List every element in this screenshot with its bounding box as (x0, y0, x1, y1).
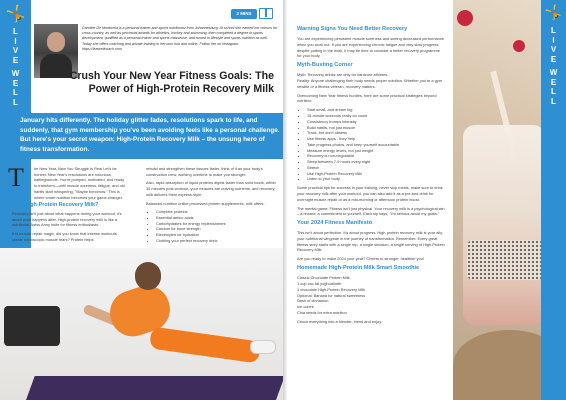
paragraph: This isn't about perfection. It's about progress. High-protein recovery milk is your ally, your nutritional wingman in the journey of transformation. Remember: Every great fitness story starts with a single rep, a single decision, a single serving of High-Protein Recovery Milk. (297, 230, 445, 253)
paragraph: Also, rapid absorption of liquid proteins digest faster than solid foods, within 30 minutes post-workout, your muscles are craving nutrients, and recovery milk delivers them express-style. (146, 180, 276, 197)
brand-letter: E (12, 78, 19, 88)
yoga-mat (25, 376, 284, 400)
article-column-1 (12, 166, 125, 245)
brand-letter: L (551, 87, 556, 96)
dumbbell-rack (4, 306, 60, 346)
brand-letter: I (14, 36, 17, 46)
section-heading: Why High-Protein Recovery Milk? (12, 202, 99, 209)
brand-letters-left (0, 27, 31, 107)
article-title: Crush Your New Year Fitness Goals: The Power of High-Protein Recovery Milk (69, 70, 274, 95)
list-item: • Essential amino acids (156, 215, 278, 221)
stretching-woman-photo (0, 248, 285, 400)
recipe-line: 1 chocolate High-Protein Recovery Milk (297, 286, 366, 292)
book-icon (259, 8, 273, 19)
list-item: • Stretch (307, 165, 445, 171)
right-page (287, 0, 566, 400)
paragraph: The mental game: Fitness isn't just physical. Your recovery milk is a psychological win – a reward, a commitment to yourself. Each sip says, "I'm serious about my goals." (297, 205, 445, 217)
paragraph: Myth: Recovery drinks are only for hardcore athletes. Reality: Anyone challenging their body needs proper nutrition. Whether you're a gym newbie or a fitness veteran, recovery matters. (297, 72, 442, 89)
brand-letter: W (11, 69, 20, 78)
stick-figure-icon: 🤸 (544, 4, 563, 20)
paragraph: Chuck everything into a blender, blend and enjoy. (297, 318, 382, 324)
recipe-line: Ice cubes (297, 304, 314, 310)
paragraph: Overcoming New Year fitness hurdles, here are some practical strategies beyond nutrition: (297, 92, 437, 104)
brand-letter: V (12, 46, 19, 55)
drop-cap: T (8, 163, 24, 192)
recipe-list (297, 275, 445, 315)
list-item: • Consistency trumps intensity (307, 119, 445, 125)
brand-letter: L (13, 27, 18, 36)
paragraph: Are you ready to make 2024 your year? Cheers to stronger, healthier you! (297, 256, 424, 262)
list-item: • Recovery is non-negotiable (307, 153, 445, 159)
list-item: • Take progress photos, and keep yourself accountable (307, 142, 445, 148)
brand-letter: L (551, 96, 556, 106)
paragraph: Some practical tips for success in your training, never skip meals, make sure to drink your recovery milk after your workout, you can also add it as a pre-bed drink for overnight muscle repair or as a mid-morning or afternoon protein boost. (297, 185, 443, 202)
brand-letter: W (549, 68, 558, 77)
list-item: • Track, but don't obsess (307, 130, 445, 136)
brand-letter: L (13, 88, 18, 97)
section-heading: Myth-Busting Corner (297, 62, 353, 69)
article-column-2 (146, 166, 278, 243)
recipe-line: Classic Chocolate Protein Milk (297, 275, 350, 281)
list-item: • Clothing your perfect recovery drink (156, 238, 278, 244)
recipe-line: Optional: Banana for natural sweetness (297, 292, 366, 298)
list-item: • Electrolytes for hydration (156, 232, 278, 238)
intro-text: January hits differently. The holiday glitter fades, resolutions spark to life, and suddenly, that gym membership you've been avoiding feels like a personal challenge. But here's your secret weapon: High-Protein Recovery Milk – the unsung hero of fitness transformation. (20, 117, 280, 153)
brand-letter: I (552, 35, 555, 45)
brand-letter: V (550, 45, 557, 54)
right-text-column (297, 26, 445, 328)
strategy-list (297, 107, 445, 182)
read-time-badge: 2 MINS (231, 9, 257, 19)
brand-letter: L (13, 97, 18, 107)
list-item: • Use High-Protein Recovery Milk (307, 171, 445, 177)
paragraph: You are experiencing persistent muscle soreness and seeing decreased performance when you work out. If you are experiencing chronic fatigue and very slow progress despite putting in the work, it may be time to consider a better recovery programme for your body. (297, 36, 444, 59)
list-item: • Use fitness apps - they help (307, 136, 445, 142)
list-item: • Complete proteins (156, 209, 278, 215)
brand-letter: E (550, 77, 557, 87)
brand-letter: L (551, 26, 556, 35)
list-item: • Measure energy levels, not just weight (307, 148, 445, 154)
list-item: • Carbohydrates for energy replenishment (156, 221, 278, 227)
paragraph: It is muscle repair magic, did you know that intense workouts create microscopic muscle tears? Protein helps (12, 231, 117, 242)
brand-letter: E (550, 54, 557, 64)
list-item: • Listen to your body (307, 176, 445, 182)
stick-figure-icon: 🤸 (5, 6, 26, 23)
brand-letter: E (12, 55, 19, 65)
list-item: • 15-minute workouts really do count (307, 113, 445, 119)
recipe-line: 1 cup low-fat yoghurt/kefir (297, 281, 342, 287)
paragraph: rebuild and strengthen these tissues faster, think of it as your body's construction crew, working overtime to make you stronger. (146, 166, 263, 177)
section-heading: Warning Signs You Need Better Recovery (297, 26, 408, 32)
list-item: • Calcium for bone strength (156, 226, 278, 232)
section-heading: Homemade High-Protein Milk Smart Smoothie (297, 265, 420, 272)
list-item: • Start small, and dream big (307, 107, 445, 113)
paragraph: Balanced nutrition unlike processed protein supplements, milk offers: (146, 200, 265, 206)
brand-letters-right (541, 26, 566, 106)
brand-strip-right (541, 0, 566, 400)
nutrient-list (146, 209, 278, 243)
paragraph: Recovery isn't just about what happens during your workout, it's about what happens after. High-protein recovery milk is like a nutritional Swiss Army knife for fitness enthusiasts. (12, 210, 122, 228)
smoothie-glass (463, 125, 545, 325)
chia-layer (467, 240, 543, 280)
section-heading: Your 2024 Fitness Manifesto (297, 220, 373, 227)
paragraph: he New Year, New You Struggle Is Real Let's be honest: New Year's resolutions are notorious battlegrounds. You're pumped, motivated, and ready to transform—until muscle soreness, fatigue, and old habits start whispering, "Maybe tomorrow." This is where smart nutrition becomes your game-changer. (34, 166, 125, 200)
recipe-line: Chia seeds for extra nutrition (297, 309, 347, 315)
author-bio: Caroline De Mordomia is a personal trainer and sports nutritionist from Johannesburg. At school she earned her colours for cross-country, as well as provincial awards for athletics, hockey and swimming, then completed a degree in sports development, qualified as a personal trainer and sports masseuse, and turned to lifestyle and sports nutrition as well. Today she offers coaching and private training in her own hub and online. Follow her on Instagram: https://livewellcoach.com (82, 26, 278, 51)
recipe-line: Dash of cinnamon (297, 298, 329, 304)
list-item: • Sleep between 7-9 hours every night (307, 159, 445, 165)
list-item: • Build habits, not just muscle (307, 125, 445, 131)
